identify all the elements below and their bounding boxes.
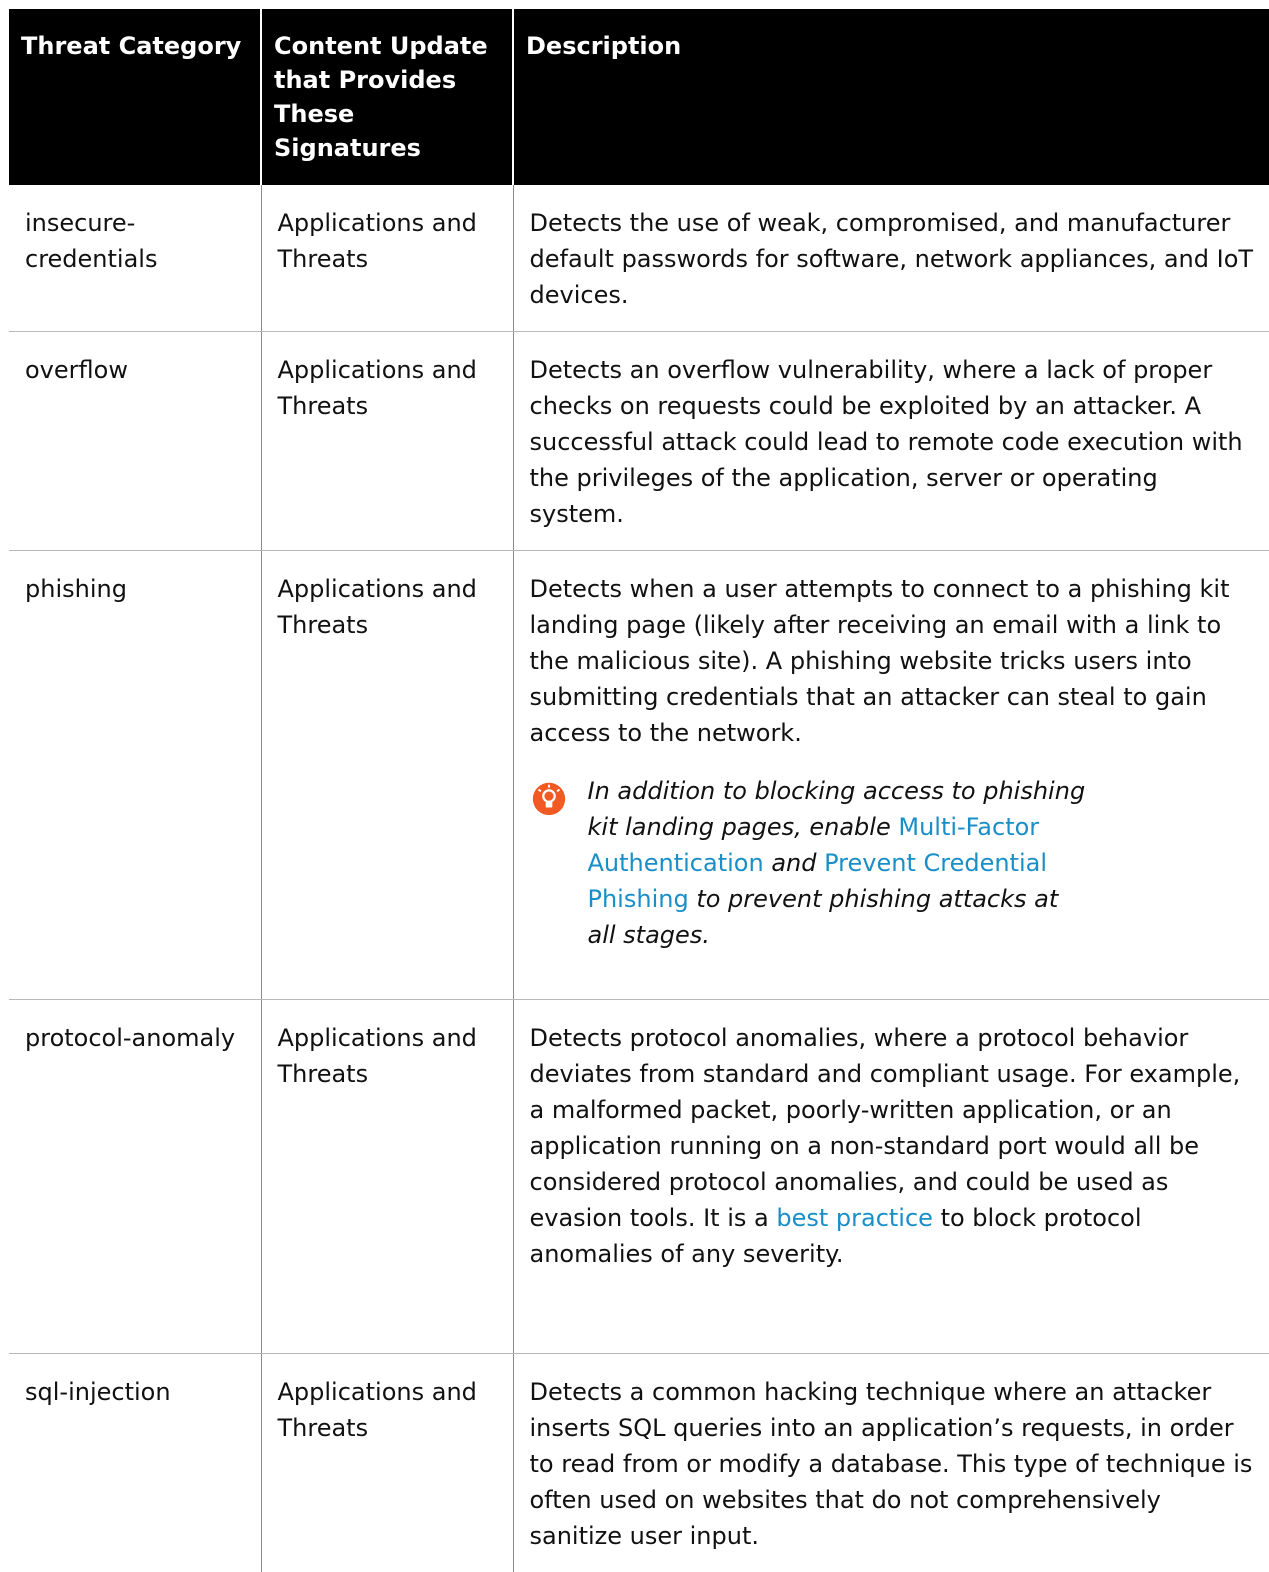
cell-content-update: Applications and Threats [261, 1354, 513, 1572]
tip-text: In addition to blocking access to phishing kit landing pages, enable Multi-Factor Authentication and Prevent Credential Phishing to prevent phishing attacks at all stages. [588, 773, 1088, 953]
table-row [9, 1354, 1269, 1572]
table-header-row [9, 9, 1269, 185]
best-practice-link[interactable]: best practice [776, 1204, 933, 1232]
cell-description [513, 185, 1269, 332]
cell-category: overflow [9, 332, 261, 551]
multi-factor-authentication-link[interactable]: Multi-Factor Authentication [588, 813, 1040, 877]
table-row [9, 332, 1269, 551]
table-row [9, 551, 1269, 1000]
header-content-update: Content Update that Provides These Signatures [261, 9, 513, 185]
cell-content-update: Applications and Threats [261, 185, 513, 332]
cell-category: sql-injection [9, 1354, 261, 1572]
description-text: Detects when a user attempts to connect to a phishing kit landing page (likely after receiving an email with a link to the malicious site). A phishing website tricks users into submitting credentials that an attacker can steal to gain access to the network. [530, 571, 1258, 751]
cell-description [513, 1354, 1269, 1572]
description-text: Detects protocol anomalies, where a protocol behavior deviates from standard and compliant usage. For example, a malformed packet, poorly-written application, or an application running on a non-standard port would all be considered protocol anomalies, and could be used as evasion tools. It is a best practice to block protocol anomalies of any severity. [530, 1020, 1258, 1272]
table-row [9, 1000, 1269, 1354]
description-text: Detects the use of weak, compromised, and manufacturer default passwords for software, network appliances, and IoT devices. [530, 205, 1258, 313]
description-text: Detects an overflow vulnerability, where a lack of proper checks on requests could be exploited by an attacker. A successful attack could lead to remote code execution with the privileges of the application, server or operating system. [530, 352, 1258, 532]
cell-category: insecure-credentials [9, 185, 261, 332]
cell-description [513, 332, 1269, 551]
cell-description [513, 1000, 1269, 1354]
cell-content-update: Applications and Threats [261, 551, 513, 1000]
header-description: Description [513, 9, 1269, 185]
lightbulb-icon [530, 779, 568, 817]
prevent-credential-phishing-link[interactable]: Prevent Credential Phishing [588, 849, 1048, 913]
tip-callout [530, 773, 1258, 953]
description-text: Detects a common hacking technique where an attacker inserts SQL queries into an application’s requests, in order to read from or modify a database. This type of technique is often used on websites that do not comprehensively sanitize user input. [530, 1374, 1258, 1554]
table-row [9, 185, 1269, 332]
threat-category-table [9, 9, 1269, 1572]
cell-category: phishing [9, 551, 261, 1000]
cell-description [513, 551, 1269, 1000]
cell-content-update: Applications and Threats [261, 1000, 513, 1354]
cell-category: protocol-anomaly [9, 1000, 261, 1354]
header-threat-category: Threat Category [9, 9, 261, 185]
cell-content-update: Applications and Threats [261, 332, 513, 551]
